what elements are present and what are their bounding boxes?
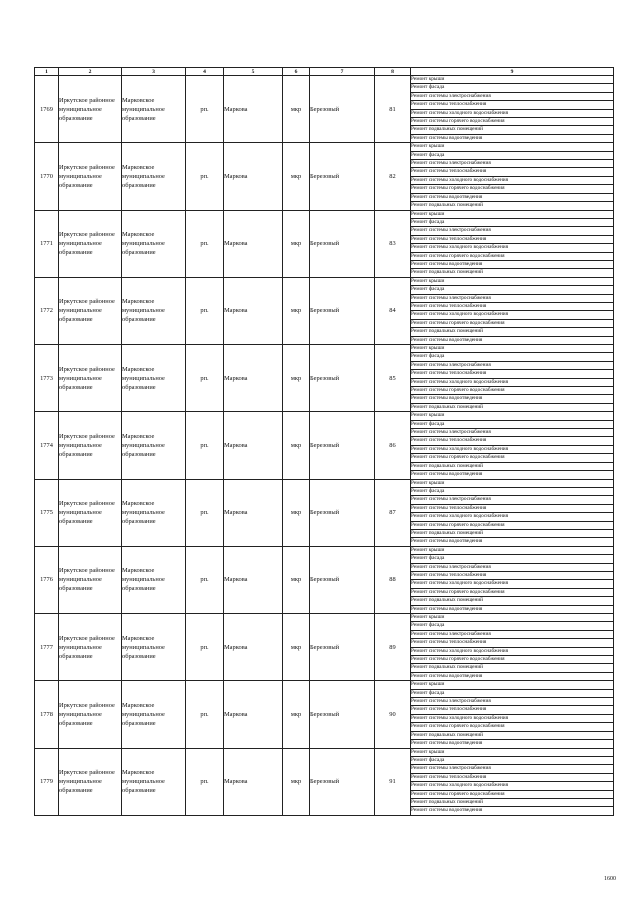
work-type: Ремонт системы холодного водоснабжения <box>411 109 614 117</box>
locality-name: Маркова <box>224 479 283 546</box>
work-type: Ремонт системы водоотведения <box>411 193 614 201</box>
page-number: 1600 <box>604 876 616 882</box>
work-type: Ремонт системы теплоснабжения <box>411 370 614 378</box>
area-type: мкр <box>283 479 310 546</box>
district-name: Иркутское районное муниципальное образование <box>59 748 122 815</box>
house-number: 86 <box>375 412 411 479</box>
work-type: Ремонт системы водоотведения <box>411 672 614 680</box>
locality-type: рп. <box>186 210 224 277</box>
work-type: Ремонт фасада <box>411 756 614 764</box>
house-number: 83 <box>375 210 411 277</box>
row-number: 1779 <box>35 748 59 815</box>
work-type: Ремонт системы горячего водоснабжения <box>411 723 614 731</box>
work-type: Ремонт системы горячего водоснабжения <box>411 656 614 664</box>
table-row <box>35 614 614 622</box>
locality-type: рп. <box>186 614 224 681</box>
area-name: Березовый <box>310 345 375 412</box>
district-name: Иркутское районное муниципальное образование <box>59 76 122 143</box>
work-type: Ремонт системы холодного водоснабжения <box>411 513 614 521</box>
work-type: Ремонт системы холодного водоснабжения <box>411 445 614 453</box>
work-type: Ремонт системы горячего водоснабжения <box>411 185 614 193</box>
repair-schedule-table <box>34 67 614 816</box>
work-type: Ремонт подвальных помещений <box>411 269 614 277</box>
work-type: Ремонт крыши <box>411 748 614 756</box>
area-type: мкр <box>283 748 310 815</box>
header-cell: 6 <box>283 68 310 76</box>
work-type: Ремонт системы горячего водоснабжения <box>411 454 614 462</box>
locality-name: Маркова <box>224 143 283 210</box>
locality-name: Маркова <box>224 277 283 344</box>
work-type: Ремонт крыши <box>411 479 614 487</box>
work-type: Ремонт подвальных помещений <box>411 798 614 806</box>
row-number: 1769 <box>35 76 59 143</box>
work-type: Ремонт системы теплоснабжения <box>411 302 614 310</box>
table-row <box>35 479 614 487</box>
area-type: мкр <box>283 345 310 412</box>
header-cell: 3 <box>122 68 186 76</box>
row-number: 1772 <box>35 277 59 344</box>
work-type: Ремонт крыши <box>411 614 614 622</box>
house-number: 84 <box>375 277 411 344</box>
settlement-name: Марковское муниципальное образование <box>122 210 186 277</box>
header-cell: 9 <box>411 68 614 76</box>
settlement-name: Марковское муниципальное образование <box>122 614 186 681</box>
work-type: Ремонт подвальных помещений <box>411 202 614 210</box>
table-row <box>35 76 614 84</box>
work-type: Ремонт фасада <box>411 689 614 697</box>
area-type: мкр <box>283 614 310 681</box>
area-name: Березовый <box>310 748 375 815</box>
work-type: Ремонт системы горячего водоснабжения <box>411 118 614 126</box>
work-type: Ремонт крыши <box>411 345 614 353</box>
district-name: Иркутское районное муниципальное образование <box>59 681 122 748</box>
locality-type: рп. <box>186 345 224 412</box>
work-type: Ремонт системы теплоснабжения <box>411 773 614 781</box>
locality-type: рп. <box>186 681 224 748</box>
locality-type: рп. <box>186 412 224 479</box>
work-type: Ремонт системы теплоснабжения <box>411 235 614 243</box>
area-type: мкр <box>283 277 310 344</box>
table-row <box>35 143 614 151</box>
work-type: Ремонт системы холодного водоснабжения <box>411 714 614 722</box>
locality-name: Маркова <box>224 546 283 613</box>
area-type: мкр <box>283 681 310 748</box>
work-type: Ремонт системы холодного водоснабжения <box>411 647 614 655</box>
row-number: 1774 <box>35 412 59 479</box>
settlement-name: Марковское муниципальное образование <box>122 479 186 546</box>
settlement-name: Марковское муниципальное образование <box>122 277 186 344</box>
area-name: Березовый <box>310 143 375 210</box>
work-type: Ремонт системы электроснабжения <box>411 429 614 437</box>
district-name: Иркутское районное муниципальное образование <box>59 277 122 344</box>
header-cell: 4 <box>186 68 224 76</box>
header-cell: 8 <box>375 68 411 76</box>
work-type: Ремонт системы водоотведения <box>411 260 614 268</box>
work-type: Ремонт фасада <box>411 555 614 563</box>
work-type: Ремонт системы холодного водоснабжения <box>411 782 614 790</box>
locality-name: Маркова <box>224 345 283 412</box>
work-type: Ремонт системы водоотведения <box>411 134 614 142</box>
row-number: 1770 <box>35 143 59 210</box>
table-row <box>35 345 614 353</box>
work-type: Ремонт системы электроснабжения <box>411 496 614 504</box>
locality-type: рп. <box>186 277 224 344</box>
work-type: Ремонт системы горячего водоснабжения <box>411 790 614 798</box>
work-type: Ремонт системы электроснабжения <box>411 563 614 571</box>
row-number: 1775 <box>35 479 59 546</box>
work-type: Ремонт крыши <box>411 546 614 554</box>
row-number: 1778 <box>35 681 59 748</box>
work-type: Ремонт крыши <box>411 76 614 84</box>
work-type: Ремонт системы водоотведения <box>411 740 614 748</box>
work-type: Ремонт системы электроснабжения <box>411 765 614 773</box>
work-type: Ремонт системы теплоснабжения <box>411 639 614 647</box>
locality-type: рп. <box>186 143 224 210</box>
work-type: Ремонт системы теплоснабжения <box>411 571 614 579</box>
house-number: 91 <box>375 748 411 815</box>
work-type: Ремонт крыши <box>411 277 614 285</box>
work-type: Ремонт системы теплоснабжения <box>411 504 614 512</box>
work-type: Ремонт фасада <box>411 622 614 630</box>
work-type: Ремонт системы горячего водоснабжения <box>411 521 614 529</box>
area-type: мкр <box>283 143 310 210</box>
header-row <box>35 68 614 76</box>
row-number: 1773 <box>35 345 59 412</box>
work-type: Ремонт подвальных помещений <box>411 529 614 537</box>
work-type: Ремонт подвальных помещений <box>411 664 614 672</box>
work-type: Ремонт фасада <box>411 151 614 159</box>
work-type: Ремонт системы теплоснабжения <box>411 706 614 714</box>
work-type: Ремонт системы электроснабжения <box>411 294 614 302</box>
settlement-name: Марковское муниципальное образование <box>122 76 186 143</box>
work-type: Ремонт системы холодного водоснабжения <box>411 311 614 319</box>
table-body <box>35 76 614 816</box>
header-cell: 5 <box>224 68 283 76</box>
table-row <box>35 546 614 554</box>
locality-name: Маркова <box>224 412 283 479</box>
work-type: Ремонт фасада <box>411 487 614 495</box>
house-number: 87 <box>375 479 411 546</box>
work-type: Ремонт подвальных помещений <box>411 328 614 336</box>
area-name: Березовый <box>310 210 375 277</box>
settlement-name: Марковское муниципальное образование <box>122 546 186 613</box>
work-type: Ремонт системы электроснабжения <box>411 160 614 168</box>
work-type: Ремонт системы горячего водоснабжения <box>411 252 614 260</box>
district-name: Иркутское районное муниципальное образование <box>59 345 122 412</box>
house-number: 89 <box>375 614 411 681</box>
work-type: Ремонт системы горячего водоснабжения <box>411 319 614 327</box>
work-type: Ремонт фасада <box>411 286 614 294</box>
area-name: Березовый <box>310 546 375 613</box>
district-name: Иркутское районное муниципальное образование <box>59 614 122 681</box>
work-type: Ремонт системы холодного водоснабжения <box>411 244 614 252</box>
work-type: Ремонт крыши <box>411 143 614 151</box>
area-type: мкр <box>283 546 310 613</box>
work-type: Ремонт системы холодного водоснабжения <box>411 580 614 588</box>
settlement-name: Марковское муниципальное образование <box>122 681 186 748</box>
work-type: Ремонт системы горячего водоснабжения <box>411 588 614 596</box>
work-type: Ремонт фасада <box>411 218 614 226</box>
work-type: Ремонт системы холодного водоснабжения <box>411 176 614 184</box>
header-cell: 1 <box>35 68 59 76</box>
area-name: Березовый <box>310 76 375 143</box>
work-type: Ремонт системы теплоснабжения <box>411 168 614 176</box>
work-type: Ремонт крыши <box>411 681 614 689</box>
locality-type: рп. <box>186 76 224 143</box>
work-type: Ремонт системы теплоснабжения <box>411 101 614 109</box>
house-number: 85 <box>375 345 411 412</box>
area-type: мкр <box>283 210 310 277</box>
table-row <box>35 210 614 218</box>
work-type: Ремонт системы водоотведения <box>411 605 614 613</box>
table-row <box>35 681 614 689</box>
district-name: Иркутское районное муниципальное образование <box>59 546 122 613</box>
work-type: Ремонт подвальных помещений <box>411 731 614 739</box>
district-name: Иркутское районное муниципальное образование <box>59 479 122 546</box>
locality-name: Маркова <box>224 681 283 748</box>
work-type: Ремонт крыши <box>411 210 614 218</box>
area-name: Березовый <box>310 277 375 344</box>
work-type: Ремонт фасада <box>411 84 614 92</box>
settlement-name: Марковское муниципальное образование <box>122 748 186 815</box>
row-number: 1771 <box>35 210 59 277</box>
work-type: Ремонт фасада <box>411 420 614 428</box>
work-type: Ремонт системы горячего водоснабжения <box>411 387 614 395</box>
locality-name: Маркова <box>224 748 283 815</box>
settlement-name: Марковское муниципальное образование <box>122 412 186 479</box>
work-type: Ремонт подвальных помещений <box>411 462 614 470</box>
work-type: Ремонт системы водоотведения <box>411 336 614 344</box>
work-type: Ремонт системы водоотведения <box>411 395 614 403</box>
area-type: мкр <box>283 412 310 479</box>
work-type: Ремонт системы электроснабжения <box>411 698 614 706</box>
locality-type: рп. <box>186 546 224 613</box>
work-type: Ремонт подвальных помещений <box>411 126 614 134</box>
header-cell: 2 <box>59 68 122 76</box>
work-type: Ремонт системы холодного водоснабжения <box>411 378 614 386</box>
house-number: 81 <box>375 76 411 143</box>
row-number: 1776 <box>35 546 59 613</box>
locality-name: Маркова <box>224 614 283 681</box>
district-name: Иркутское районное муниципальное образование <box>59 412 122 479</box>
area-name: Березовый <box>310 681 375 748</box>
table-row <box>35 412 614 420</box>
work-type: Ремонт системы электроснабжения <box>411 92 614 100</box>
work-type: Ремонт системы водоотведения <box>411 471 614 479</box>
house-number: 82 <box>375 143 411 210</box>
locality-name: Маркова <box>224 76 283 143</box>
house-number: 90 <box>375 681 411 748</box>
house-number: 88 <box>375 546 411 613</box>
work-type: Ремонт подвальных помещений <box>411 597 614 605</box>
settlement-name: Марковское муниципальное образование <box>122 143 186 210</box>
table-row <box>35 277 614 285</box>
work-type: Ремонт системы водоотведения <box>411 538 614 546</box>
row-number: 1777 <box>35 614 59 681</box>
area-type: мкр <box>283 76 310 143</box>
work-type: Ремонт системы электроснабжения <box>411 630 614 638</box>
locality-type: рп. <box>186 748 224 815</box>
locality-name: Маркова <box>224 210 283 277</box>
settlement-name: Марковское муниципальное образование <box>122 345 186 412</box>
locality-type: рп. <box>186 479 224 546</box>
area-name: Березовый <box>310 479 375 546</box>
work-type: Ремонт системы электроснабжения <box>411 227 614 235</box>
table-row <box>35 748 614 756</box>
work-type: Ремонт системы водоотведения <box>411 807 614 815</box>
work-type: Ремонт крыши <box>411 412 614 420</box>
district-name: Иркутское районное муниципальное образование <box>59 210 122 277</box>
header-cell: 7 <box>310 68 375 76</box>
work-type: Ремонт подвальных помещений <box>411 403 614 411</box>
work-type: Ремонт фасада <box>411 353 614 361</box>
area-name: Березовый <box>310 412 375 479</box>
work-type: Ремонт системы электроснабжения <box>411 361 614 369</box>
area-name: Березовый <box>310 614 375 681</box>
work-type: Ремонт системы теплоснабжения <box>411 437 614 445</box>
district-name: Иркутское районное муниципальное образование <box>59 143 122 210</box>
